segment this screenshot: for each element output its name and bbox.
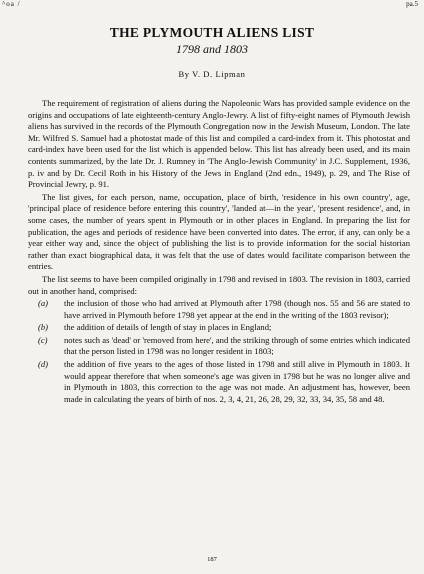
revision-item-b — [28, 322, 410, 334]
item-label: (b) — [38, 322, 49, 333]
paragraph-intro: The requirement of registration of aliens during the Napoleonic Wars has provided sample evidence on the origins and occupations of late eighteenth-century Anglo-Jewry. A list of fifty-eight names of Plymouth Jewish aliens has survived in the records of the Plymouth Congregation now in the Jewish Museum, London. The late Mr. Wilfred S. Samuel had a photostat made of this list and compiled a card-index from it. This photostat and card-index have been used for the list which is appended below. This list has already been used, and its main contents summarized, by the late Dr. J. Rumney in 'The Anglo-Jewish Community' in J.C. Supplement, 1936, p. iv and by Dr. Cecil Roth in his History of the Jews in England (2nd edn., 1949), p. 29, and The Rise of Provincial Jewry, p. 91. — [28, 98, 410, 190]
page-number: 187 — [207, 556, 217, 563]
article-author: By V. D. Lipman — [178, 69, 246, 79]
revision-item-d — [28, 359, 410, 405]
item-label: (a) — [38, 298, 49, 309]
margin-mark-right: pa.5 — [406, 0, 418, 8]
item-text: the addition of five years to the ages of those listed in 1798 and still alive in Plymouth in 1803. It would appear therefore that when someone's age was given in 1798 but he was no longer alive and in Plymouth in 1803, this correction to the age was not made. An adjustment has, however, been made in calculating the years of birth of nos. 2, 3, 4, 21, 26, 28, 29, 32, 33, 34, 35, 58 and 48. — [64, 359, 410, 404]
article-body — [28, 98, 410, 406]
item-label: (c) — [38, 334, 48, 345]
item-text: the inclusion of those who had arrived at Plymouth after 1798 (though nos. 55 and 56 are stated to have arrived in Plymouth before 1798 yet appear at the end in the writing of the 1803 revisor); — [64, 298, 410, 320]
revision-item-c — [28, 335, 410, 358]
item-text: the addition of details of length of stay in places in England; — [64, 322, 272, 333]
item-text: notes such as 'dead' or 'removed from here', and the striking through of some entries which indicated that the person listed in 1798 was no longer resident in 1803; — [64, 334, 410, 357]
item-label: (d) — [38, 359, 49, 370]
margin-mark-left: ^oa / — [2, 0, 21, 8]
paragraph-list-contents: The list gives, for each person, name, occupation, place of birth, 'residence in his own country', age, 'principal place of residence before entering this country', 'landed at—in the year', 'present residence', and, in some cases, the number of years spent in Plymouth or in other places in England. In preparing the list for publication, the ages and periods of residence have been converted into dates. The error, if any, can only be a year either way and, since the object of publishing the list is to provide information for the social historian rather than exact biographical data, it was felt that the use of dates would facilitate comparison between the entries. — [28, 191, 410, 272]
article-subtitle: 1798 and 1803 — [176, 42, 248, 56]
article-title: THE PLYMOUTH ALIENS LIST — [109, 25, 315, 40]
revision-list — [28, 298, 410, 405]
paragraph-compilation: The list seems to have been compiled originally in 1798 and revised in 1803. The revision in 1803, carried out in another hand, comprised: — [28, 273, 410, 296]
revision-item-a — [28, 298, 410, 321]
